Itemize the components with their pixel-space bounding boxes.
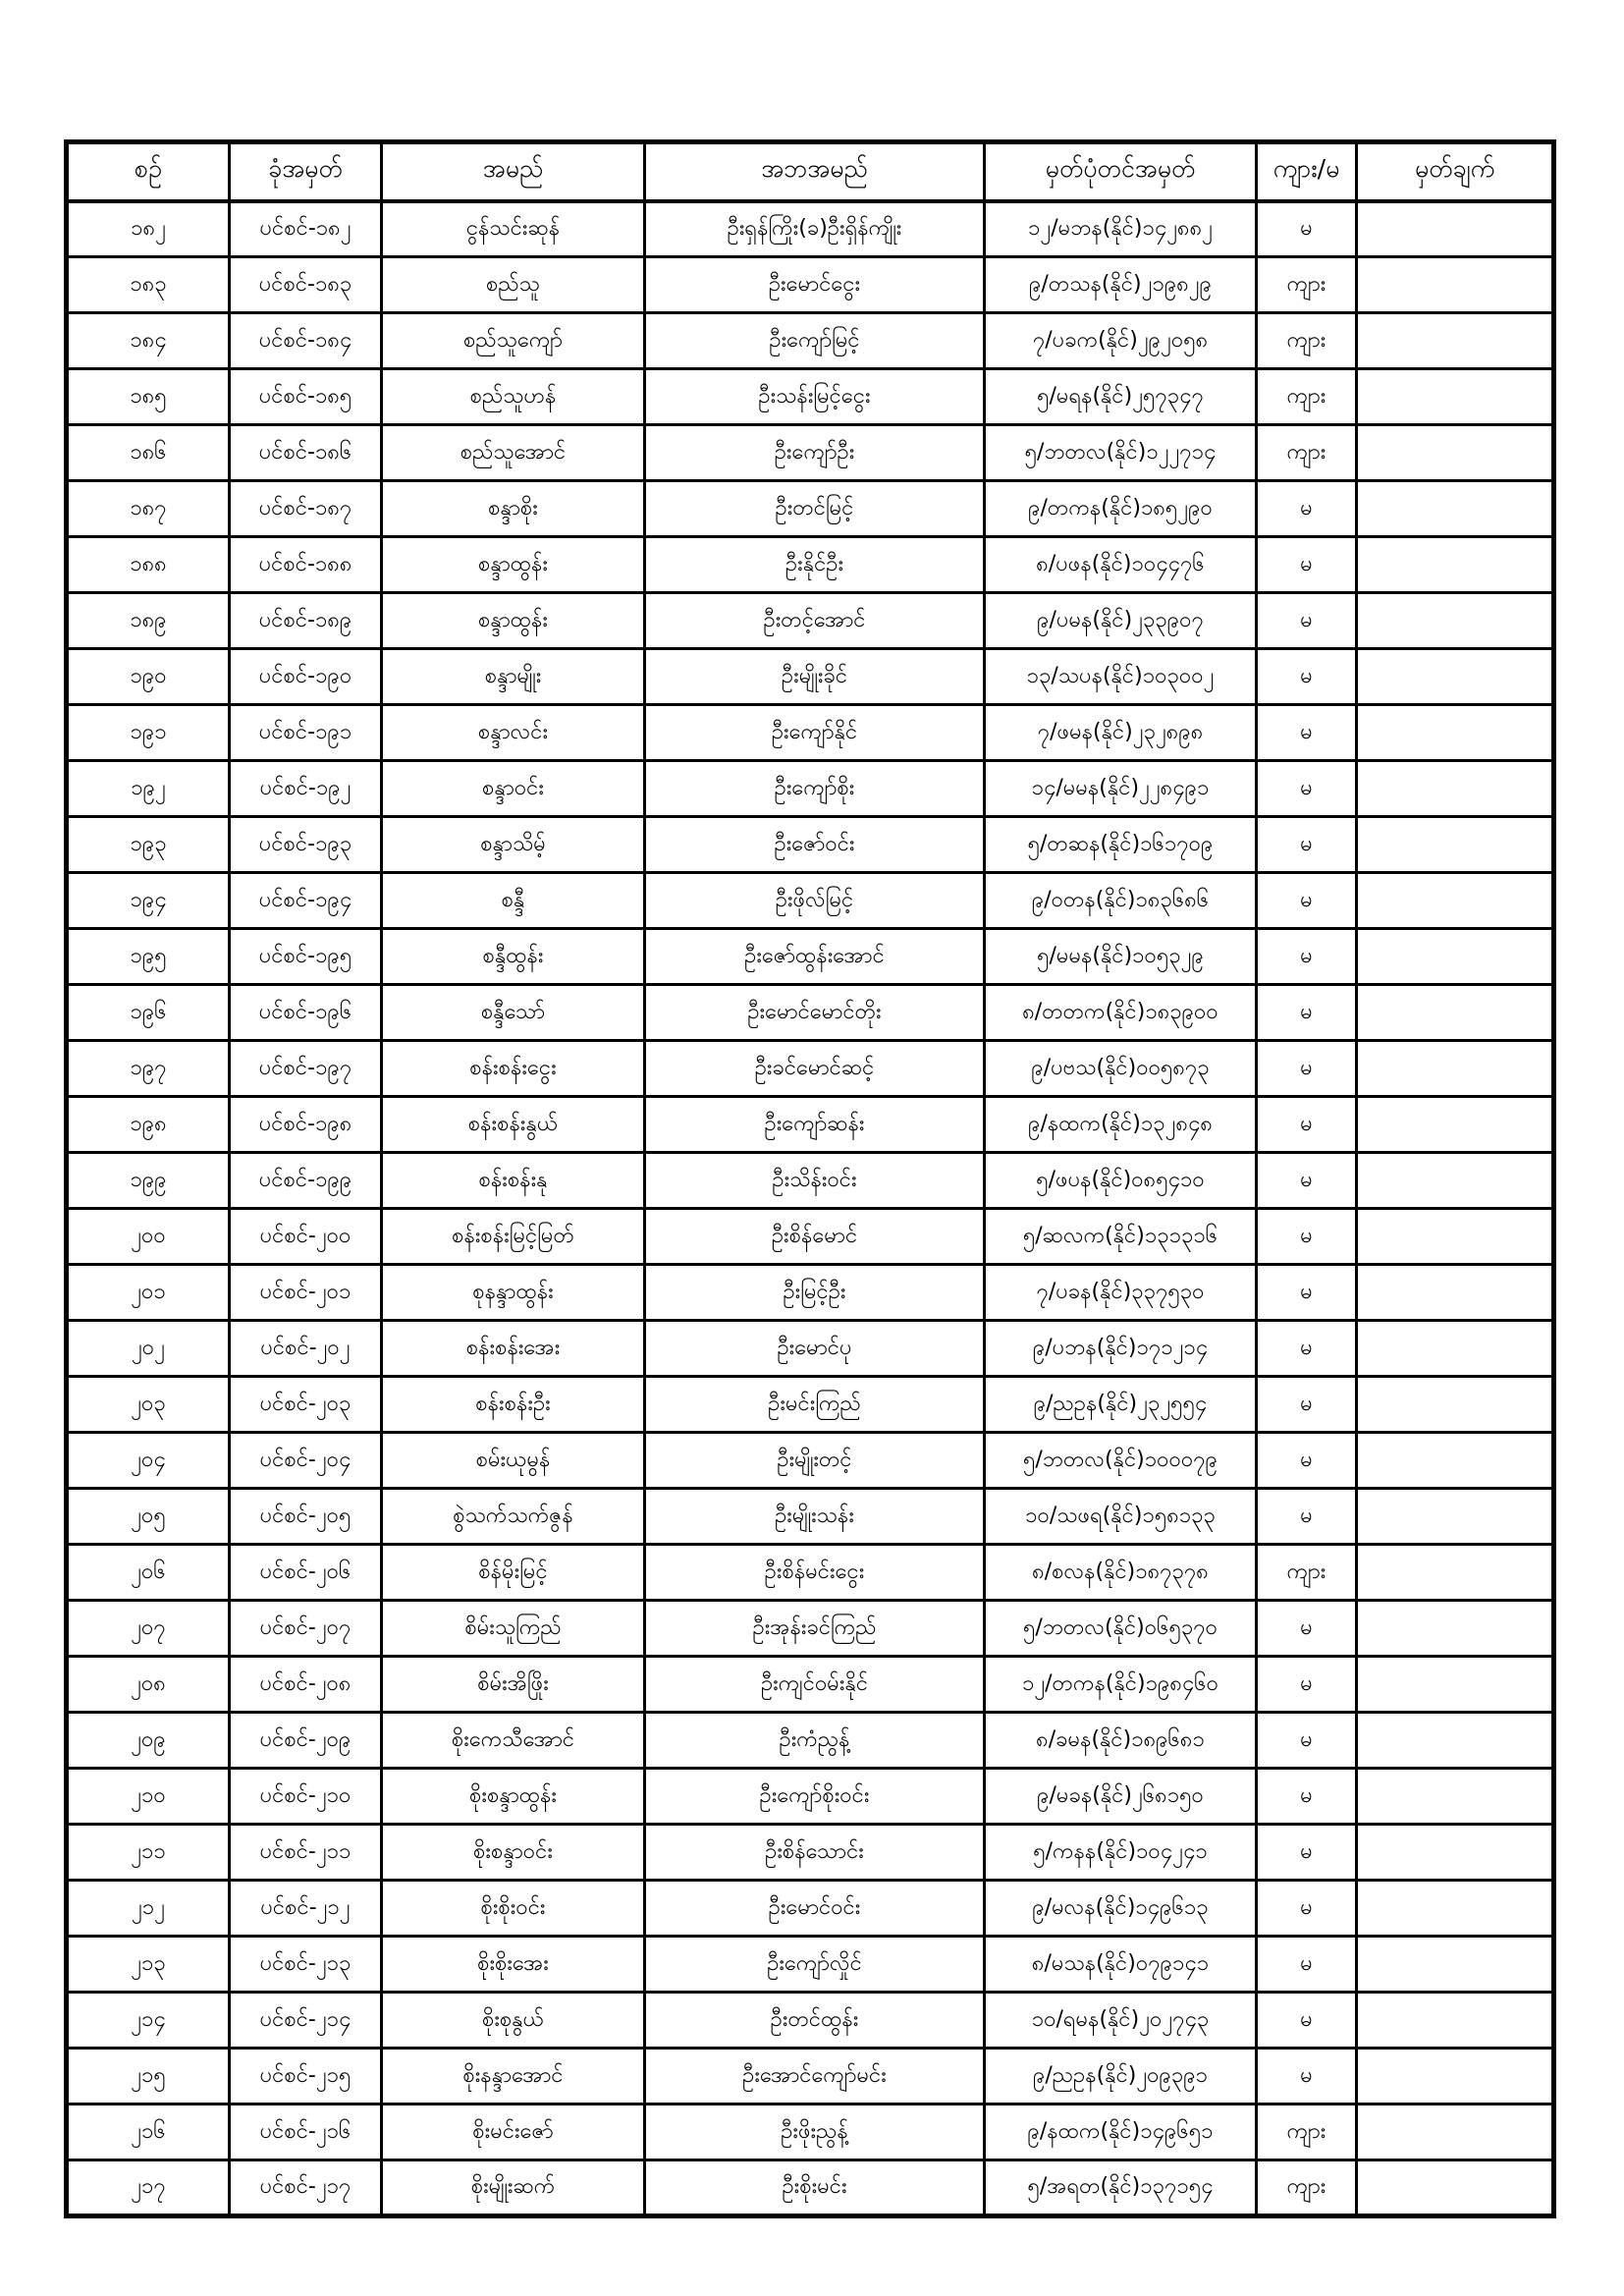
cell-serial: ၂၀၄ <box>67 1433 230 1489</box>
table-row <box>67 481 1554 537</box>
cell-remark <box>1357 369 1554 425</box>
table-row <box>67 369 1554 425</box>
cell-nrc-number: ၉/နထက(နိုင်)၁၄၉၆၅၁ <box>985 2105 1257 2160</box>
cell-father-name: ဦးဖိုးညွန့် <box>645 2105 985 2160</box>
cell-name: စိုးကေသီအောင် <box>382 1713 645 1769</box>
table-row <box>67 873 1554 929</box>
cell-father-name: ဦးခင်မောင်ဆင့် <box>645 1041 985 1097</box>
cell-nrc-number: ၉/ပဘန(နိုင်)၁၇၁၂၁၄ <box>985 1321 1257 1377</box>
cell-father-name: ဦးစိုးမင်း <box>645 2160 985 2216</box>
cell-father-name: ဦးတင်မြင့် <box>645 481 985 537</box>
cell-name: စန္ဒီသော် <box>382 985 645 1041</box>
cell-remark <box>1357 1601 1554 1657</box>
cell-remark <box>1357 761 1554 817</box>
cell-gender: မ <box>1257 201 1357 257</box>
cell-remark <box>1357 1041 1554 1097</box>
cell-gender: မ <box>1257 1265 1357 1321</box>
cell-serial: ၁၉၉ <box>67 1153 230 1209</box>
cell-remark <box>1357 1713 1554 1769</box>
cell-remark <box>1357 1769 1554 1825</box>
cell-nrc-number: ၅/ဆလက(နိုင်)၁၃၁၃၁၆ <box>985 1209 1257 1265</box>
cell-nrc-number: ၉/တသန(နိုင်)၂၁၉၈၂၉ <box>985 257 1257 313</box>
cell-remark <box>1357 649 1554 705</box>
cell-father-name: ဦးသန်းမြင့်ငွေး <box>645 369 985 425</box>
cell-remark <box>1357 593 1554 649</box>
cell-roll-number: ပင်စင်-၁၉၄ <box>230 873 382 929</box>
cell-nrc-number: ၅/ကနန(နိုင်)၁၀၄၂၄၁ <box>985 1825 1257 1881</box>
cell-name: စန္ဒီထွန်း <box>382 929 645 985</box>
cell-gender: မ <box>1257 1657 1357 1713</box>
cell-serial: ၂၁၅ <box>67 2049 230 2105</box>
cell-name: စန်းစန်းငွေး <box>382 1041 645 1097</box>
table-row <box>67 1321 1554 1377</box>
cell-name: စည်သူဟန် <box>382 369 645 425</box>
cell-name: စန္ဒာဝင်း <box>382 761 645 817</box>
cell-remark <box>1357 985 1554 1041</box>
cell-father-name: ဦးကျော်ဦး <box>645 425 985 481</box>
cell-name: စန္ဒီ <box>382 873 645 929</box>
cell-roll-number: ပင်စင်-၁၈၈ <box>230 537 382 593</box>
cell-gender: မ <box>1257 1377 1357 1433</box>
cell-serial: ၂၀၅ <box>67 1489 230 1545</box>
cell-roll-number: ပင်စင်-၂၁၆ <box>230 2105 382 2160</box>
cell-name: စမ်းယုမွန် <box>382 1433 645 1489</box>
cell-nrc-number: ၅/ဘတလ(နိုင်)၁၀၀၀၇၉ <box>985 1433 1257 1489</box>
cell-roll-number: ပင်စင်-၁၈၂ <box>230 201 382 257</box>
cell-father-name: ဦးစိန်မောင် <box>645 1209 985 1265</box>
cell-name: စန္ဒာစိုး <box>382 481 645 537</box>
table-row <box>67 2105 1554 2160</box>
table-row <box>67 1881 1554 1937</box>
cell-name: စန္ဒာမျိုး <box>382 649 645 705</box>
cell-serial: ၂၀၈ <box>67 1657 230 1713</box>
cell-gender: မ <box>1257 1153 1357 1209</box>
table-row <box>67 1937 1554 1993</box>
cell-gender: မ <box>1257 1489 1357 1545</box>
cell-father-name: ဦးဖိုလ်မြင့် <box>645 873 985 929</box>
table-row <box>67 1713 1554 1769</box>
cell-roll-number: ပင်စင်-၁၉၃ <box>230 817 382 873</box>
cell-father-name: ဦးတင်ထွန်း <box>645 1993 985 2049</box>
cell-nrc-number: ၅/ဘတလ(နိုင်)၀၆၅၃၇၀ <box>985 1601 1257 1657</box>
cell-serial: ၂၁၃ <box>67 1937 230 1993</box>
cell-name: စိုးမျိုးဆက် <box>382 2160 645 2216</box>
cell-name: စိန်မိုးမြင့် <box>382 1545 645 1601</box>
cell-father-name: ဦးမောင်မောင်တိုး <box>645 985 985 1041</box>
cell-remark <box>1357 1153 1554 1209</box>
cell-name: ငွန်သင်းဆုန် <box>382 201 645 257</box>
cell-remark <box>1357 817 1554 873</box>
cell-remark <box>1357 1377 1554 1433</box>
cell-roll-number: ပင်စင်-၂၀၇ <box>230 1601 382 1657</box>
cell-gender: မ <box>1257 1433 1357 1489</box>
cell-father-name: ဦးနိုင်ဦး <box>645 537 985 593</box>
cell-name: စိမ်းအိဖြိုး <box>382 1657 645 1713</box>
cell-remark <box>1357 2049 1554 2105</box>
cell-nrc-number: ၅/မရန(နိုင်)၂၅၇၃၄၇ <box>985 369 1257 425</box>
cell-gender: ကျား <box>1257 369 1357 425</box>
cell-roll-number: ပင်စင်-၁၉၉ <box>230 1153 382 1209</box>
cell-nrc-number: ၉/မလန(နိုင်)၁၄၉၆၁၃ <box>985 1881 1257 1937</box>
table-row <box>67 1601 1554 1657</box>
table-row <box>67 985 1554 1041</box>
cell-serial: ၂၀၀ <box>67 1209 230 1265</box>
table-row <box>67 313 1554 369</box>
cell-gender: မ <box>1257 1713 1357 1769</box>
cell-father-name: ဦးကံညွန့် <box>645 1713 985 1769</box>
cell-roll-number: ပင်စင်-၁၉၀ <box>230 649 382 705</box>
cell-nrc-number: ၈/ပဖန(နိုင်)၁၀၄၄၇၆ <box>985 537 1257 593</box>
cell-remark <box>1357 257 1554 313</box>
cell-father-name: ဦးမြင့်ဦး <box>645 1265 985 1321</box>
cell-serial: ၁၉၄ <box>67 873 230 929</box>
cell-remark <box>1357 873 1554 929</box>
cell-roll-number: ပင်စင်-၂၁၄ <box>230 1993 382 2049</box>
cell-nrc-number: ၁၀/သဖရ(နိုင်)၁၅၈၁၃၃ <box>985 1489 1257 1545</box>
pension-roll-table <box>64 139 1556 2218</box>
cell-roll-number: ပင်စင်-၁၈၃ <box>230 257 382 313</box>
cell-serial: ၂၁၆ <box>67 2105 230 2160</box>
cell-father-name: ဦးအုန်းခင်ကြည် <box>645 1601 985 1657</box>
cell-serial: ၁၉၅ <box>67 929 230 985</box>
cell-gender: မ <box>1257 929 1357 985</box>
cell-remark <box>1357 1881 1554 1937</box>
cell-nrc-number: ၅/ဖပန(နိုင်)၀၈၅၄၁၀ <box>985 1153 1257 1209</box>
cell-father-name: ဦးအောင်ကျော်မင်း <box>645 2049 985 2105</box>
cell-roll-number: ပင်စင်-၁၉၇ <box>230 1041 382 1097</box>
cell-gender: မ <box>1257 1881 1357 1937</box>
cell-gender: မ <box>1257 481 1357 537</box>
table-row <box>67 257 1554 313</box>
cell-father-name: ဦးမျိုးတင့် <box>645 1433 985 1489</box>
column-header-roll-number: ခုံအမှတ် <box>230 142 382 201</box>
cell-name: စန္ဒာသိမ့် <box>382 817 645 873</box>
cell-father-name: ဦးစိန်မင်းငွေး <box>645 1545 985 1601</box>
cell-remark <box>1357 481 1554 537</box>
cell-father-name: ဦးကျော်လှိုင် <box>645 1937 985 1993</box>
cell-roll-number: ပင်စင်-၁၉၂ <box>230 761 382 817</box>
table-row <box>67 1657 1554 1713</box>
cell-father-name: ဦးကျော်နိုင် <box>645 705 985 761</box>
cell-name: စိုးစန္ဒာဝင်း <box>382 1825 645 1881</box>
cell-father-name: ဦးကျင်ဝမ်းနိုင် <box>645 1657 985 1713</box>
cell-gender: မ <box>1257 649 1357 705</box>
table-row <box>67 1489 1554 1545</box>
cell-gender: ကျား <box>1257 1545 1357 1601</box>
cell-name: စန်းစန်းအေး <box>382 1321 645 1377</box>
table-row <box>67 593 1554 649</box>
table-row <box>67 201 1554 257</box>
cell-gender: မ <box>1257 761 1357 817</box>
cell-father-name: ဦးကျော်မြင့် <box>645 313 985 369</box>
cell-serial: ၂၀၇ <box>67 1601 230 1657</box>
table-row <box>67 1433 1554 1489</box>
cell-remark <box>1357 1489 1554 1545</box>
cell-father-name: ဦးဇော်ထွန်းအောင် <box>645 929 985 985</box>
cell-serial: ၁၈၂ <box>67 201 230 257</box>
cell-serial: ၂၁၁ <box>67 1825 230 1881</box>
cell-gender: မ <box>1257 985 1357 1041</box>
cell-name: စန်းစန်းမြင့်မြတ် <box>382 1209 645 1265</box>
cell-roll-number: ပင်စင်-၂၁၁ <box>230 1825 382 1881</box>
table-row <box>67 761 1554 817</box>
cell-gender: ကျား <box>1257 313 1357 369</box>
cell-name: စိမ်းသူကြည် <box>382 1601 645 1657</box>
table-header <box>67 142 1554 201</box>
cell-nrc-number: ၅/အရတ(နိုင်)၁၃၇၁၅၄ <box>985 2160 1257 2216</box>
table-row <box>67 817 1554 873</box>
cell-name: စန်းစန်းနု <box>382 1153 645 1209</box>
cell-name: စိုးနန္ဒာအောင် <box>382 2049 645 2105</box>
cell-serial: ၁၈၈ <box>67 537 230 593</box>
cell-gender: မ <box>1257 705 1357 761</box>
cell-nrc-number: ၉/တကန(နိုင်)၁၈၅၂၉၀ <box>985 481 1257 537</box>
cell-nrc-number: ၉/ဝတန(နိုင်)၁၈၃၆၈၆ <box>985 873 1257 929</box>
cell-serial: ၂၀၉ <box>67 1713 230 1769</box>
cell-nrc-number: ၅/မမန(နိုင်)၁၀၅၃၂၉ <box>985 929 1257 985</box>
cell-remark <box>1357 1321 1554 1377</box>
cell-remark <box>1357 2105 1554 2160</box>
cell-father-name: ဦးစိန်သောင်း <box>645 1825 985 1881</box>
cell-roll-number: ပင်စင်-၂၁၅ <box>230 2049 382 2105</box>
cell-serial: ၁၉၀ <box>67 649 230 705</box>
cell-nrc-number: ၇/ပခက(နိုင်)၂၉၂၀၅၈ <box>985 313 1257 369</box>
cell-nrc-number: ၉/နထက(နိုင်)၁၃၂၈၄၈ <box>985 1097 1257 1153</box>
cell-nrc-number: ၉/ညဥန(နိုင်)၂၃၂၅၅၄ <box>985 1377 1257 1433</box>
cell-nrc-number: ၈/စလန(နိုင်)၁၈၇၃၇၈ <box>985 1545 1257 1601</box>
cell-serial: ၁၉၇ <box>67 1041 230 1097</box>
cell-father-name: ဦးကျော်စိုးဝင်း <box>645 1769 985 1825</box>
cell-gender: မ <box>1257 2049 1357 2105</box>
cell-nrc-number: ၁၂/မဘန(နိုင်)၁၄၂၈၈၂ <box>985 201 1257 257</box>
cell-roll-number: ပင်စင်-၂၀၁ <box>230 1265 382 1321</box>
cell-remark <box>1357 1825 1554 1881</box>
cell-gender: မ <box>1257 1769 1357 1825</box>
cell-nrc-number: ၁၃/သပန(နိုင်)၁၀၃၀၀၂ <box>985 649 1257 705</box>
cell-remark <box>1357 313 1554 369</box>
cell-gender: မ <box>1257 1937 1357 1993</box>
cell-serial: ၂၀၃ <box>67 1377 230 1433</box>
cell-remark <box>1357 1097 1554 1153</box>
cell-roll-number: ပင်စင်-၂၁၂ <box>230 1881 382 1937</box>
cell-roll-number: ပင်စင်-၂၁၃ <box>230 1937 382 1993</box>
cell-father-name: ဦးမောင်ပု <box>645 1321 985 1377</box>
cell-serial: ၁၈၇ <box>67 481 230 537</box>
cell-gender: မ <box>1257 1209 1357 1265</box>
cell-remark <box>1357 425 1554 481</box>
cell-name: စိုးစိုးအေး <box>382 1937 645 1993</box>
cell-father-name: ဦးမင်းကြည် <box>645 1377 985 1433</box>
table-row <box>67 1097 1554 1153</box>
cell-remark <box>1357 1209 1554 1265</box>
table-row <box>67 649 1554 705</box>
cell-roll-number: ပင်စင်-၂၀၀ <box>230 1209 382 1265</box>
cell-roll-number: ပင်စင်-၁၉၁ <box>230 705 382 761</box>
table-row <box>67 1041 1554 1097</box>
cell-roll-number: ပင်စင်-၂၁၀ <box>230 1769 382 1825</box>
table-row <box>67 1993 1554 2049</box>
column-header-name: အမည် <box>382 142 645 201</box>
cell-remark <box>1357 537 1554 593</box>
cell-name: စန္ဒာလင်း <box>382 705 645 761</box>
cell-gender: မ <box>1257 537 1357 593</box>
cell-remark <box>1357 2160 1554 2216</box>
cell-roll-number: ပင်စင်-၂၀၈ <box>230 1657 382 1713</box>
cell-name: စိုးမင်းဇော် <box>382 2105 645 2160</box>
header-row <box>67 142 1554 201</box>
cell-father-name: ဦးမောင်ဝင်း <box>645 1881 985 1937</box>
cell-serial: ၂၁၄ <box>67 1993 230 2049</box>
cell-roll-number: ပင်စင်-၁၈၆ <box>230 425 382 481</box>
cell-name: စန်းစန်းနွယ် <box>382 1097 645 1153</box>
cell-name: စိုးစုနွယ် <box>382 1993 645 2049</box>
cell-gender: မ <box>1257 1041 1357 1097</box>
cell-roll-number: ပင်စင်-၁၈၅ <box>230 369 382 425</box>
table-row <box>67 1209 1554 1265</box>
cell-serial: ၁၉၆ <box>67 985 230 1041</box>
column-header-gender: ကျား/မ <box>1257 142 1357 201</box>
cell-name: စန္ဒာထွန်း <box>382 537 645 593</box>
cell-roll-number: ပင်စင်-၁၈၉ <box>230 593 382 649</box>
cell-serial: ၁၈၄ <box>67 313 230 369</box>
cell-nrc-number: ၇/ပခန(နိုင်)၃၃၇၅၃၀ <box>985 1265 1257 1321</box>
cell-gender: ကျား <box>1257 2160 1357 2216</box>
cell-name: စန်းစန်းဦး <box>382 1377 645 1433</box>
cell-remark <box>1357 929 1554 985</box>
table-row <box>67 425 1554 481</box>
cell-serial: ၂၁၂ <box>67 1881 230 1937</box>
cell-gender: မ <box>1257 1993 1357 2049</box>
column-header-nrc-number: မှတ်ပုံတင်အမှတ် <box>985 142 1257 201</box>
cell-nrc-number: ၉/မခန(နိုင်)၂၆၈၁၅၀ <box>985 1769 1257 1825</box>
cell-gender: မ <box>1257 817 1357 873</box>
cell-nrc-number: ၈/မသန(နိုင်)၀၇၉၁၄၁ <box>985 1937 1257 1993</box>
cell-roll-number: ပင်စင်-၁၉၈ <box>230 1097 382 1153</box>
cell-roll-number: ပင်စင်-၁၉၆ <box>230 985 382 1041</box>
cell-name: စွဲသက်သက်ဇွန် <box>382 1489 645 1545</box>
cell-roll-number: ပင်စင်-၁၈၄ <box>230 313 382 369</box>
cell-serial: ၁၈၆ <box>67 425 230 481</box>
cell-remark <box>1357 1545 1554 1601</box>
table-row <box>67 1265 1554 1321</box>
cell-gender: ကျား <box>1257 257 1357 313</box>
cell-roll-number: ပင်စင်-၂၀၂ <box>230 1321 382 1377</box>
table-row <box>67 1769 1554 1825</box>
cell-roll-number: ပင်စင်-၂၀၆ <box>230 1545 382 1601</box>
cell-father-name: ဦးကျော်စိုး <box>645 761 985 817</box>
cell-nrc-number: ၇/ဖမန(နိုင်)၂၃၂၈၉၈ <box>985 705 1257 761</box>
table-row <box>67 705 1554 761</box>
cell-roll-number: ပင်စင်-၂၀၄ <box>230 1433 382 1489</box>
cell-roll-number: ပင်စင်-၂၀၃ <box>230 1377 382 1433</box>
cell-serial: ၁၉၂ <box>67 761 230 817</box>
cell-gender: မ <box>1257 1321 1357 1377</box>
cell-serial: ၁၉၈ <box>67 1097 230 1153</box>
cell-gender: ကျား <box>1257 2105 1357 2160</box>
cell-father-name: ဦးကျော်ဆန်း <box>645 1097 985 1153</box>
cell-nrc-number: ၅/တဆန(နိုင်)၁၆၁၇၀၉ <box>985 817 1257 873</box>
cell-remark <box>1357 1265 1554 1321</box>
cell-name: စိုးစန္ဒာထွန်း <box>382 1769 645 1825</box>
cell-roll-number: ပင်စင်-၁၈၇ <box>230 481 382 537</box>
cell-gender: မ <box>1257 1601 1357 1657</box>
table-row <box>67 929 1554 985</box>
cell-remark <box>1357 1993 1554 2049</box>
cell-remark <box>1357 1433 1554 1489</box>
cell-gender: မ <box>1257 1097 1357 1153</box>
cell-roll-number: ပင်စင်-၂၁၇ <box>230 2160 382 2216</box>
cell-father-name: ဦးမျိုးသန်း <box>645 1489 985 1545</box>
cell-roll-number: ပင်စင်-၂၀၅ <box>230 1489 382 1545</box>
cell-father-name: ဦးမျိုးခိုင် <box>645 649 985 705</box>
cell-nrc-number: ၁၄/မမန(နိုင်)၂၂၈၄၉၁ <box>985 761 1257 817</box>
cell-serial: ၁၈၃ <box>67 257 230 313</box>
cell-nrc-number: ၈/ခမန(နိုင်)၁၈၉၆၈၁ <box>985 1713 1257 1769</box>
cell-serial: ၂၀၁ <box>67 1265 230 1321</box>
table-body <box>67 201 1554 2216</box>
cell-remark <box>1357 1937 1554 1993</box>
cell-remark <box>1357 705 1554 761</box>
cell-roll-number: ပင်စင်-၁၉၅ <box>230 929 382 985</box>
table-row <box>67 1545 1554 1601</box>
table-row <box>67 1825 1554 1881</box>
cell-remark <box>1357 201 1554 257</box>
cell-serial: ၂၀၂ <box>67 1321 230 1377</box>
cell-nrc-number: ၁၀/ရမန(နိုင်)၂၀၂၇၄၃ <box>985 1993 1257 2049</box>
cell-nrc-number: ၉/ပမန(နိုင်)၂၃၃၉၀၇ <box>985 593 1257 649</box>
cell-name: စိုးစိုးဝင်း <box>382 1881 645 1937</box>
table-row <box>67 1377 1554 1433</box>
cell-serial: ၁၉၃ <box>67 817 230 873</box>
column-header-remark: မှတ်ချက် <box>1357 142 1554 201</box>
cell-serial: ၂၁၀ <box>67 1769 230 1825</box>
cell-nrc-number: ၅/ဘတလ(နိုင်)၁၂၂၇၁၄ <box>985 425 1257 481</box>
table-row <box>67 537 1554 593</box>
cell-father-name: ဦးရှန်ကြိုး(ခ)ဦးရှိန်ကျိုး <box>645 201 985 257</box>
cell-remark <box>1357 1657 1554 1713</box>
cell-nrc-number: ၁၂/တကန(နိုင်)၁၉၈၄၆၀ <box>985 1657 1257 1713</box>
table-row <box>67 2049 1554 2105</box>
cell-father-name: ဦးတင့်အောင် <box>645 593 985 649</box>
cell-nrc-number: ၉/ညဥန(နိုင်)၂၀၉၃၉၁ <box>985 2049 1257 2105</box>
cell-name: စည်သူကျော် <box>382 313 645 369</box>
table-row <box>67 1153 1554 1209</box>
cell-father-name: ဦးသိန်းဝင်း <box>645 1153 985 1209</box>
cell-serial: ၁၉၁ <box>67 705 230 761</box>
cell-gender: ကျား <box>1257 425 1357 481</box>
cell-gender: မ <box>1257 593 1357 649</box>
cell-gender: မ <box>1257 873 1357 929</box>
table-row <box>67 2160 1554 2216</box>
cell-name: စုနန္ဒာထွန်း <box>382 1265 645 1321</box>
cell-gender: မ <box>1257 1825 1357 1881</box>
cell-father-name: ဦးဇော်ဝင်း <box>645 817 985 873</box>
cell-nrc-number: ၈/တတက(နိုင်)၁၈၃၉၀၀ <box>985 985 1257 1041</box>
cell-roll-number: ပင်စင်-၂၀၉ <box>230 1713 382 1769</box>
cell-name: စန္ဒာထွန်း <box>382 593 645 649</box>
cell-name: စည်သူအောင် <box>382 425 645 481</box>
cell-nrc-number: ၉/ပဗသ(နိုင်)၀၀၅၈၇၃ <box>985 1041 1257 1097</box>
column-header-serial: စဉ် <box>67 142 230 201</box>
cell-serial: ၁၈၉ <box>67 593 230 649</box>
column-header-father-name: အဘအမည် <box>645 142 985 201</box>
cell-serial: ၂၀၆ <box>67 1545 230 1601</box>
cell-serial: ၁၈၅ <box>67 369 230 425</box>
cell-name: စည်သူ <box>382 257 645 313</box>
cell-serial: ၂၁၇ <box>67 2160 230 2216</box>
cell-father-name: ဦးမောင်ငွေး <box>645 257 985 313</box>
